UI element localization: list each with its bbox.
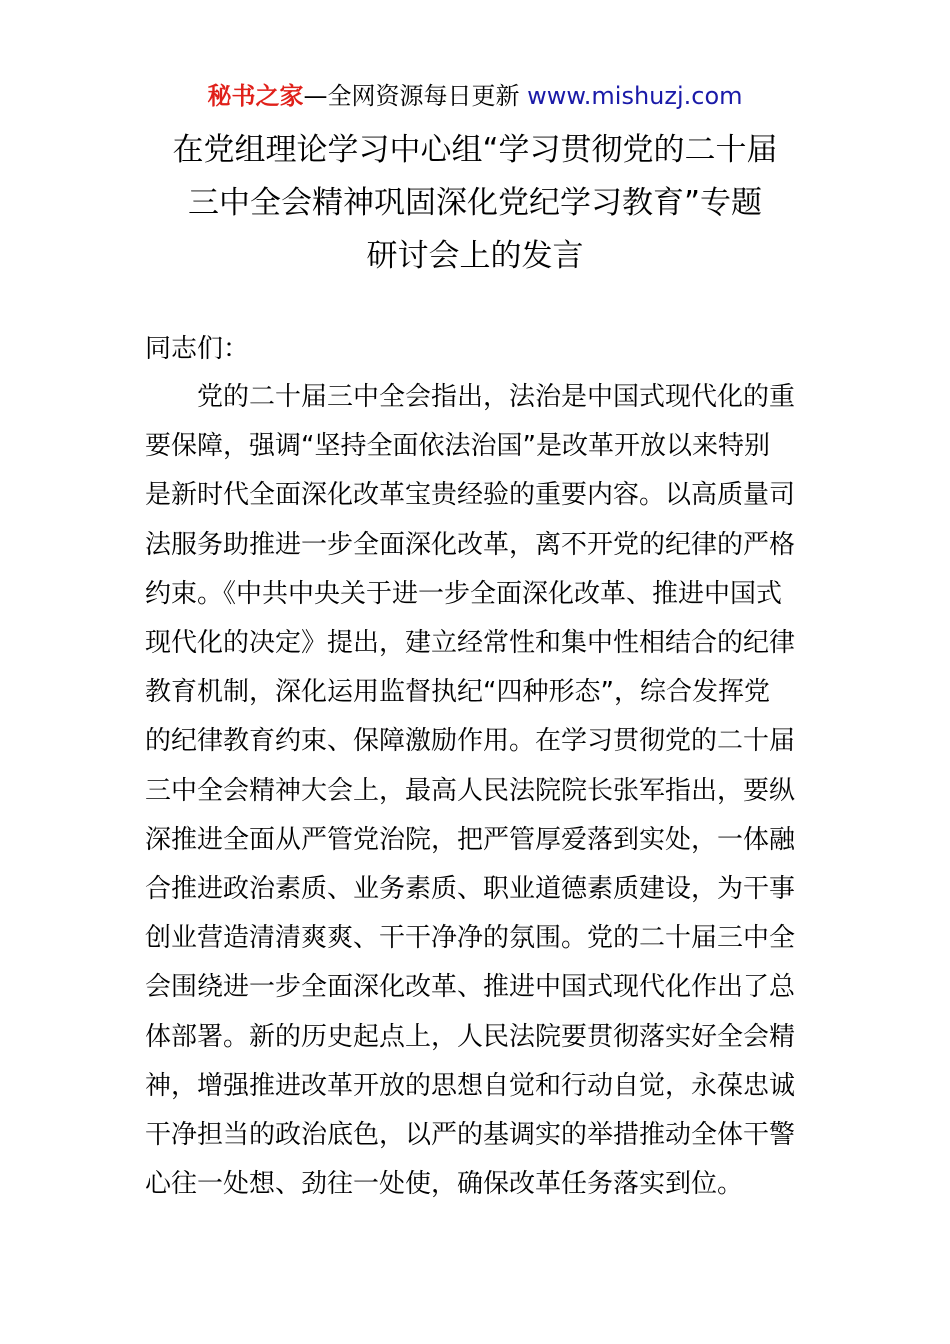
body-line: 心往一处想、劲往一处使，确保改革任务落实到位。 — [145, 1169, 744, 1200]
body-line: 会围绕进一步全面深化改革、推进中国式现代化作出了总 — [145, 972, 796, 1003]
salutation: 同志们： — [145, 334, 250, 364]
body-line: 三中全会精神大会上，最高人民法院院长张军指出，要纵 — [145, 775, 796, 806]
body-line: 的纪律教育约束、保障激励作用。在学习贯彻党的二十届 — [145, 726, 796, 757]
body-line: 干净担当的政治底色，以严的基调实的举措推动全体干警 — [145, 1120, 796, 1151]
body-line: 合推进政治素质、业务素质、职业道德素质建设，为干事 — [145, 874, 796, 905]
body-line: 教育机制，深化运用监督执纪“四种形态”，综合发挥党 — [145, 677, 770, 708]
header-tagline: —全网资源每日更新 — [303, 82, 528, 110]
body-line: 是新时代全面深化改革宝贵经验的重要内容。以高质量司 — [145, 480, 796, 511]
document-title — [100, 124, 850, 283]
body-line: 体部署。新的历史起点上，人民法院要贯彻落实好全会精 — [145, 1021, 796, 1052]
site-url-link[interactable]: www.mishuzj.com — [527, 82, 743, 110]
title-line: 在党组理论学习中心组“学习贯彻党的二十届 — [172, 132, 778, 168]
body-line: 现代化的决定》提出，建立经常性和集中性相结合的纪律 — [145, 628, 796, 659]
title-line: 三中全会精神巩固深化党纪学习教育”专题 — [187, 185, 763, 221]
body-line: 神，增强推进改革开放的思想自觉和行动自觉，永葆忠诚 — [145, 1070, 796, 1101]
body-line: 约束。《中共中央关于进一步全面深化改革、推进中国式 — [145, 578, 783, 609]
body-line: 要保障，强调“坚持全面依法治国”是改革开放以来特别 — [145, 431, 770, 462]
body-paragraph — [145, 373, 825, 1209]
body-line: 深推进全面从严管党治院，把严管厚爱落到实处，一体融 — [145, 824, 796, 855]
body-line: 创业营造清清爽爽、干干净净的氛围。党的二十届三中全 — [145, 923, 796, 954]
body-line: 法服务助推进一步全面深化改革，离不开党的纪律的严格 — [145, 529, 796, 560]
title-line: 研讨会上的发言 — [366, 238, 584, 274]
body-line: 党的二十届三中全会指出，法治是中国式现代化的重 — [197, 382, 796, 412]
site-header — [0, 80, 950, 112]
brand-name: 秘书之家 — [207, 82, 304, 110]
